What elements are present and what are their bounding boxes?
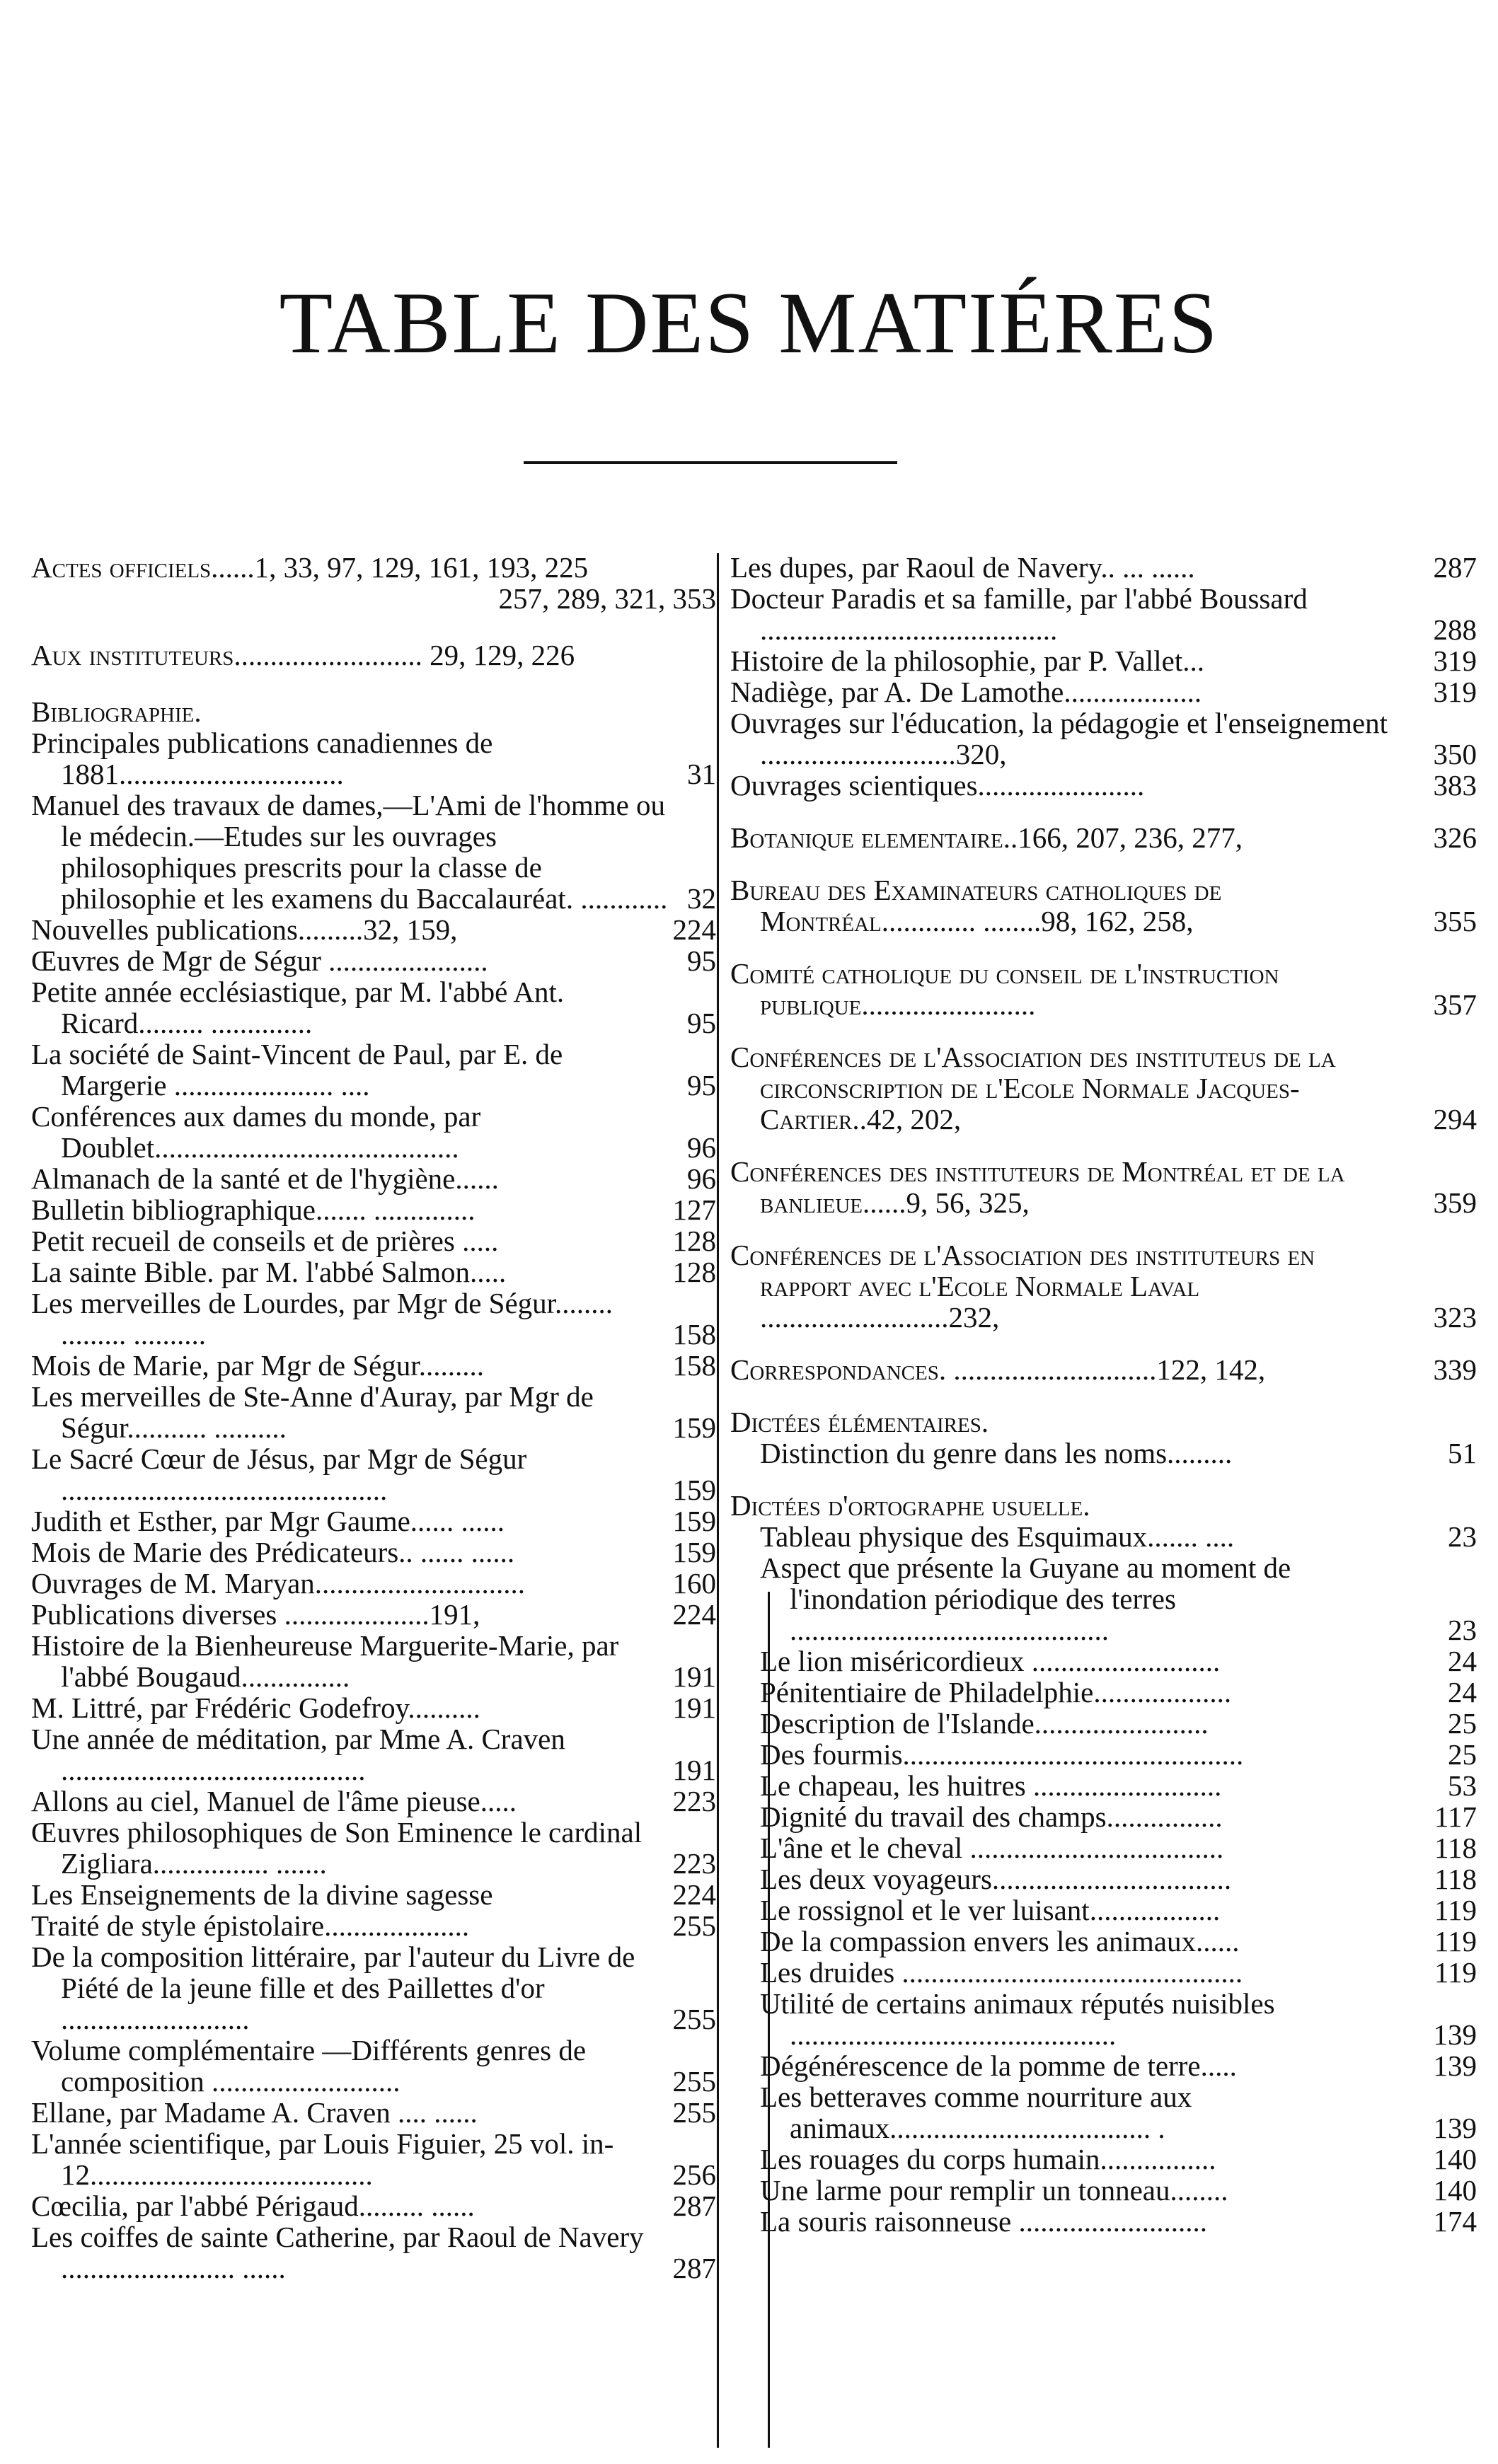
toc-entry — [730, 1708, 1477, 1739]
title-rule — [524, 461, 897, 464]
entry-page: 224 — [672, 1878, 716, 1911]
entry-text: Conférences des instituteurs de Montréal et de la banlieue......9, 56, 325, — [730, 1155, 1345, 1219]
entry-text: L'année scientifique, par Louis Figuier, 25 vol. in-12....................................... — [31, 2127, 614, 2191]
entry-page: 95 — [687, 1007, 716, 1039]
entry-page: 128 — [672, 1256, 716, 1288]
top-entries-list — [730, 552, 1477, 801]
left-column — [31, 552, 716, 2448]
entry-text: Nouvelles publications.........32, 159, — [31, 913, 458, 946]
toc-entry — [730, 1895, 1477, 1926]
toc-entry — [730, 1832, 1477, 1863]
toc-entry — [31, 1039, 716, 1101]
entry-text: Les betteraves comme nourriture aux animaux.................................... . — [760, 2081, 1192, 2144]
toc-entry — [730, 1239, 1477, 1333]
toc-entry — [730, 1957, 1477, 1988]
toc-entry — [730, 707, 1477, 770]
entry-text: Des fourmis............................................... — [760, 1738, 1244, 1771]
toc-entry — [730, 1645, 1477, 1677]
toc-entry — [730, 1041, 1477, 1135]
toc-entry — [730, 2050, 1477, 2081]
toc-entry — [31, 2128, 716, 2190]
entry-text: Ellane, par Madame A. Craven .... ...... — [31, 2096, 478, 2129]
toc-entry — [31, 945, 716, 976]
toc-entry-actes — [31, 552, 716, 583]
section-heading-dictees: Dictées élémentaires. — [730, 1406, 989, 1438]
entry-text: De la composition littéraire, par l'auteur du Livre de Piété de la jeune fille et des Paillettes d'or .......................... — [31, 1940, 635, 2035]
dictees-list — [730, 1438, 1477, 1469]
entry-page: 323 — [1433, 1301, 1477, 1334]
entry-page: 383 — [1433, 769, 1477, 802]
entry-page: 159 — [672, 1536, 716, 1568]
entry-text: L'âne et le cheval ................................... — [760, 1832, 1224, 1864]
entry-page: 53 — [1448, 1769, 1477, 1802]
sections-list — [730, 822, 1477, 1385]
entry-page: 255 — [672, 2096, 716, 2129]
entry-text: Conférences aux dames du monde, par Doublet.......................................... — [31, 1100, 481, 1164]
toc-entry — [730, 1770, 1477, 1801]
page-title: TABLE DES MATIÉRES — [279, 274, 1219, 371]
entry-text: Dégénérescence de la pomme de terre..... — [760, 2049, 1237, 2082]
toc-entry — [730, 874, 1477, 937]
toc-entry — [31, 2190, 716, 2221]
entry-text: Comité catholique du conseil de l'instruction publique........................ — [730, 957, 1279, 1021]
entry-page: 118 — [1434, 1863, 1477, 1895]
toc-entry — [31, 1630, 716, 1692]
toc-entry — [730, 1521, 1477, 1552]
entry-page: 255 — [672, 2065, 716, 2098]
entry-text: Les merveilles de Ste-Anne d'Auray, par Mgr de Ségur........... .......... — [31, 1380, 594, 1444]
toc-entry — [730, 1988, 1477, 2050]
entry-text: Actes officiels......1, 33, 97, 129, 161, 193, 225 — [31, 552, 589, 584]
entry-page: 357 — [1433, 988, 1477, 1021]
toc-entry — [31, 1537, 716, 1568]
toc-entry — [730, 822, 1477, 853]
entry-text-cont: 257, 289, 321, 353 — [498, 582, 716, 615]
toc-entry-actes-cont — [31, 583, 716, 614]
toc-entry — [31, 1350, 716, 1381]
entry-page: 96 — [687, 1162, 716, 1195]
toc-entry — [31, 914, 716, 945]
toc-entry — [31, 1256, 716, 1288]
toc-entry — [730, 2081, 1477, 2144]
toc-entry — [730, 958, 1477, 1020]
entry-text: Dignité du travail des champs................ — [760, 1800, 1223, 1833]
toc-entry — [31, 1568, 716, 1599]
entry-page: 160 — [672, 1567, 716, 1600]
entry-page: 224 — [672, 913, 716, 946]
entry-text: Docteur Paradis et sa famille, par l'abbé Boussard ......................................... — [730, 582, 1308, 646]
entry-text: Correspondances. ............................122, 142, — [730, 1353, 1266, 1386]
toc-entry — [31, 1381, 716, 1443]
entry-text: Ouvrages de M. Maryan............................. — [31, 1567, 526, 1600]
entry-text: Une année de méditation, par Mme A. Craven .......................................... — [31, 1723, 565, 1786]
entry-text: De la compassion envers les animaux...... — [760, 1925, 1240, 1957]
entry-text: Conférences de l'Association des instituteurs en rapport avec l'Ecole Normale Laval ..........................232, — [730, 1239, 1315, 1334]
entry-text: La sainte Bible. par M. l'abbé Salmon..... — [31, 1256, 507, 1288]
entry-text: Traité de style épistolaire.................... — [31, 1909, 470, 1942]
entry-text: Mois de Marie des Prédicateurs.. ...... ...... — [31, 1536, 515, 1568]
entry-text: Description de l'Islande........................ — [760, 1707, 1209, 1740]
toc-entry — [730, 1552, 1477, 1645]
entry-text: Bureau des Examinateurs catholiques de Montréal............. ........98, 162, 258, — [730, 874, 1222, 937]
entry-page: 140 — [1433, 2143, 1477, 2175]
entry-text: Œuvres philosophiques de Son Eminence le cardinal Zigliara................ ....... — [31, 1816, 643, 1880]
entry-page: 294 — [1433, 1103, 1477, 1135]
entry-text: Aspect que présente la Guyane au moment de l'inondation périodique des terres ............................................ — [760, 1551, 1291, 1646]
entry-page: 191 — [672, 1691, 716, 1724]
toc-entry — [730, 2206, 1477, 2237]
entry-page: 287 — [1433, 552, 1477, 584]
entry-page: 24 — [1448, 1676, 1477, 1708]
entry-page: 158 — [672, 1349, 716, 1382]
entry-text: Mois de Marie, par Mgr de Ségur......... — [31, 1349, 484, 1382]
entry-text: Ouvrages sur l'éducation, la pédagogie et l'enseignement ...........................320, — [730, 707, 1388, 770]
toc-entry — [730, 1863, 1477, 1895]
toc-entry — [31, 1225, 716, 1256]
bibliographie-list — [31, 727, 716, 2284]
entry-text — [31, 583, 716, 614]
section-heading-bibliographie: Bibliographie. — [31, 695, 202, 728]
entry-text: Utilité de certains animaux réputés nuisibles ............................................. — [760, 1987, 1275, 2051]
entry-text: Ouvrages scientiques....................... — [730, 769, 1145, 802]
entry-page: 159 — [672, 1474, 716, 1506]
entry-text: Almanach de la santé et de l'hygiène...... — [31, 1162, 499, 1195]
entry-text: Les Enseignements de la divine sagesse — [31, 1878, 493, 1911]
entry-page: 359 — [1433, 1186, 1477, 1219]
entry-page: 287 — [672, 2190, 716, 2222]
entry-page: 118 — [1434, 1832, 1477, 1864]
entry-text: Les dupes, par Raoul de Navery.. ... ...... — [730, 552, 1195, 584]
toc-entry — [730, 583, 1477, 645]
toc-entry — [730, 1926, 1477, 1957]
entry-page: 24 — [1448, 1645, 1477, 1677]
toc-entry — [31, 727, 716, 789]
entry-page: 255 — [672, 2003, 716, 2035]
entry-page: 255 — [672, 1909, 716, 1942]
column-divider-left — [717, 553, 719, 2448]
entry-text: Publications diverses ....................191, — [31, 1598, 480, 1631]
entry-page: 127 — [672, 1193, 716, 1226]
toc-entry — [31, 1443, 716, 1505]
entry-page: 139 — [1433, 2112, 1477, 2144]
toc-entry — [31, 2221, 716, 2284]
entry-text: Histoire de la philosophie, par P. Vallet... — [730, 644, 1204, 677]
entry-text: M. Littré, par Frédéric Godefroy.......... — [31, 1691, 480, 1724]
entry-page: 287 — [672, 2252, 716, 2284]
entry-page: 140 — [1433, 2174, 1477, 2206]
entry-page: 159 — [672, 1505, 716, 1537]
entry-text: Aux instituteurs.......................... 29, 129, 226 — [31, 639, 575, 671]
entry-page: 288 — [1433, 613, 1477, 646]
toc-entry — [31, 2097, 716, 2128]
toc-entry — [730, 1677, 1477, 1708]
entry-page: 350 — [1433, 738, 1477, 770]
entry-text: Les druides ............................................... — [760, 1956, 1243, 1989]
entry-page: 117 — [1434, 1800, 1477, 1833]
entry-page: 256 — [672, 2158, 716, 2191]
entry-text: Petit recueil de conseils et de prières ..... — [31, 1225, 499, 1257]
toc-entry — [730, 1739, 1477, 1770]
entry-text: Conférences de l'Association des instituteus de la circonscription de l'Ecole Normale Jacques-Cartier..42, 202, — [730, 1041, 1336, 1135]
toc-entry — [31, 1505, 716, 1537]
toc-entry — [730, 645, 1477, 676]
entry-page: 23 — [1448, 1614, 1477, 1646]
entry-text: Botanique elementaire..166, 207, 236, 277, — [730, 821, 1243, 854]
toc-entry — [31, 2035, 716, 2097]
entry-page: 96 — [687, 1131, 716, 1164]
entry-page: 326 — [1433, 821, 1477, 854]
toc-entry — [31, 1817, 716, 1879]
toc-entry — [31, 789, 716, 914]
entry-text: Pénitentiaire de Philadelphie................... — [760, 1676, 1232, 1708]
entry-page: 159 — [672, 1411, 716, 1444]
entry-text: La société de Saint-Vincent de Paul, par E. de Margerie ...................... .... — [31, 1038, 563, 1101]
entry-page: 25 — [1448, 1707, 1477, 1740]
entry-text: Principales publications canadiennes de 1881............................... — [31, 727, 493, 790]
entry-text: Cœcilia, par l'abbé Périgaud......... ...... — [31, 2190, 475, 2222]
entry-text: Le Sacré Cœur de Jésus, par Mgr de Ségur ............................................. — [31, 1442, 527, 1506]
entry-page: 119 — [1434, 1894, 1477, 1926]
entry-text: Tableau physique des Esquimaux....... .... — [760, 1520, 1235, 1553]
entry-page: 23 — [1448, 1520, 1477, 1553]
entry-page: 158 — [672, 1318, 716, 1350]
entry-text: Manuel des travaux de dames,—L'Ami de l'homme ou le médecin.—Etudes sur les ouvrages philosophiques prescrits pour la classe de philosophie et les examens du Baccalauréat. ............ — [31, 789, 668, 915]
entry-text: Distinction du genre dans les noms......... — [760, 1437, 1233, 1469]
toc-entry — [730, 1801, 1477, 1832]
toc-entry — [31, 1692, 716, 1723]
toc-entry — [730, 1438, 1477, 1469]
toc-entry — [730, 2175, 1477, 2206]
entry-text: Allons au ciel, Manuel de l'âme pieuse..... — [31, 1785, 517, 1817]
entry-text: Le chapeau, les huitres .......................... — [760, 1769, 1222, 1802]
entry-page: 128 — [672, 1225, 716, 1257]
entry-text: Le rossignol et le ver luisant.................. — [760, 1894, 1221, 1926]
entry-page: 119 — [1434, 1925, 1477, 1957]
entry-page: 31 — [687, 758, 716, 790]
entry-page: 319 — [1433, 676, 1477, 708]
entry-text: Judith et Esther, par Mgr Gaume...... ...... — [31, 1505, 505, 1537]
toc-entry — [31, 1786, 716, 1817]
right-column — [730, 552, 1477, 2448]
toc-entry — [31, 1723, 716, 1786]
entry-page: 119 — [1434, 1956, 1477, 1989]
entry-text: Une larme pour remplir un tonneau........ — [760, 2174, 1228, 2206]
toc-entry — [31, 1879, 716, 1910]
entry-page: 139 — [1433, 2018, 1477, 2051]
entry-text: Nadiège, par A. De Lamothe................... — [730, 676, 1202, 708]
toc-entry — [730, 552, 1477, 583]
toc-entry — [31, 1941, 716, 2035]
entry-page: 339 — [1433, 1353, 1477, 1386]
entry-text: Le lion miséricordieux .......................... — [760, 1645, 1221, 1677]
entry-text: Histoire de la Bienheureuse Marguerite-Marie, par l'abbé Bougaud............... — [31, 1629, 619, 1693]
toc-entry-aux-instituteurs — [31, 640, 716, 671]
toc-entry — [31, 1194, 716, 1225]
ortho-list — [730, 1521, 1477, 2237]
entry-text: La souris raisonneuse .......................... — [760, 2205, 1207, 2238]
entry-text: Les coiffes de sainte Catherine, par Raoul de Navery ........................ ...... — [31, 2221, 644, 2284]
toc-entry — [730, 770, 1477, 801]
toc-entry — [730, 1354, 1477, 1385]
entry-page: 224 — [672, 1598, 716, 1631]
toc-entry — [31, 976, 716, 1039]
entry-page: 51 — [1448, 1437, 1477, 1469]
entry-page: 191 — [672, 1754, 716, 1786]
section-heading-ortho: Dictées d'ortographe usuelle. — [730, 1489, 1090, 1522]
entry-page: 223 — [672, 1847, 716, 1880]
entry-page: 95 — [687, 944, 716, 977]
entry-text: Les deux voyageurs................................. — [760, 1863, 1232, 1895]
entry-page: 32 — [687, 882, 716, 915]
entry-page: 319 — [1433, 644, 1477, 677]
entry-page: 95 — [687, 1069, 716, 1101]
entry-text: Les merveilles de Lourdes, par Mgr de Ségur........ ......... .......... — [31, 1287, 613, 1350]
toc-entry — [31, 1599, 716, 1630]
toc-entry — [730, 2144, 1477, 2175]
toc-entry — [31, 1288, 716, 1350]
toc-entry — [31, 1101, 716, 1163]
toc-entry — [730, 1156, 1477, 1218]
entry-page: 174 — [1433, 2205, 1477, 2238]
toc-entry — [31, 1163, 716, 1194]
entry-page: 223 — [672, 1785, 716, 1817]
entry-page: 355 — [1433, 905, 1477, 937]
toc-entry — [31, 1910, 716, 1941]
entry-text: Volume complémentaire —Différents genres de composition .......................... — [31, 2034, 587, 2098]
entry-text: Les rouages du corps humain................ — [760, 2143, 1216, 2175]
entry-page: 25 — [1448, 1738, 1477, 1771]
toc-entry — [730, 676, 1477, 707]
entry-text: Bulletin bibliographique....... .............. — [31, 1193, 476, 1226]
entry-page: 139 — [1433, 2049, 1477, 2082]
entry-text: Petite année ecclésiastique, par M. l'abbé Ant. Ricard......... .............. — [31, 976, 565, 1039]
entry-page: 191 — [672, 1660, 716, 1693]
entry-text: Œuvres de Mgr de Ségur ...................... — [31, 944, 488, 977]
